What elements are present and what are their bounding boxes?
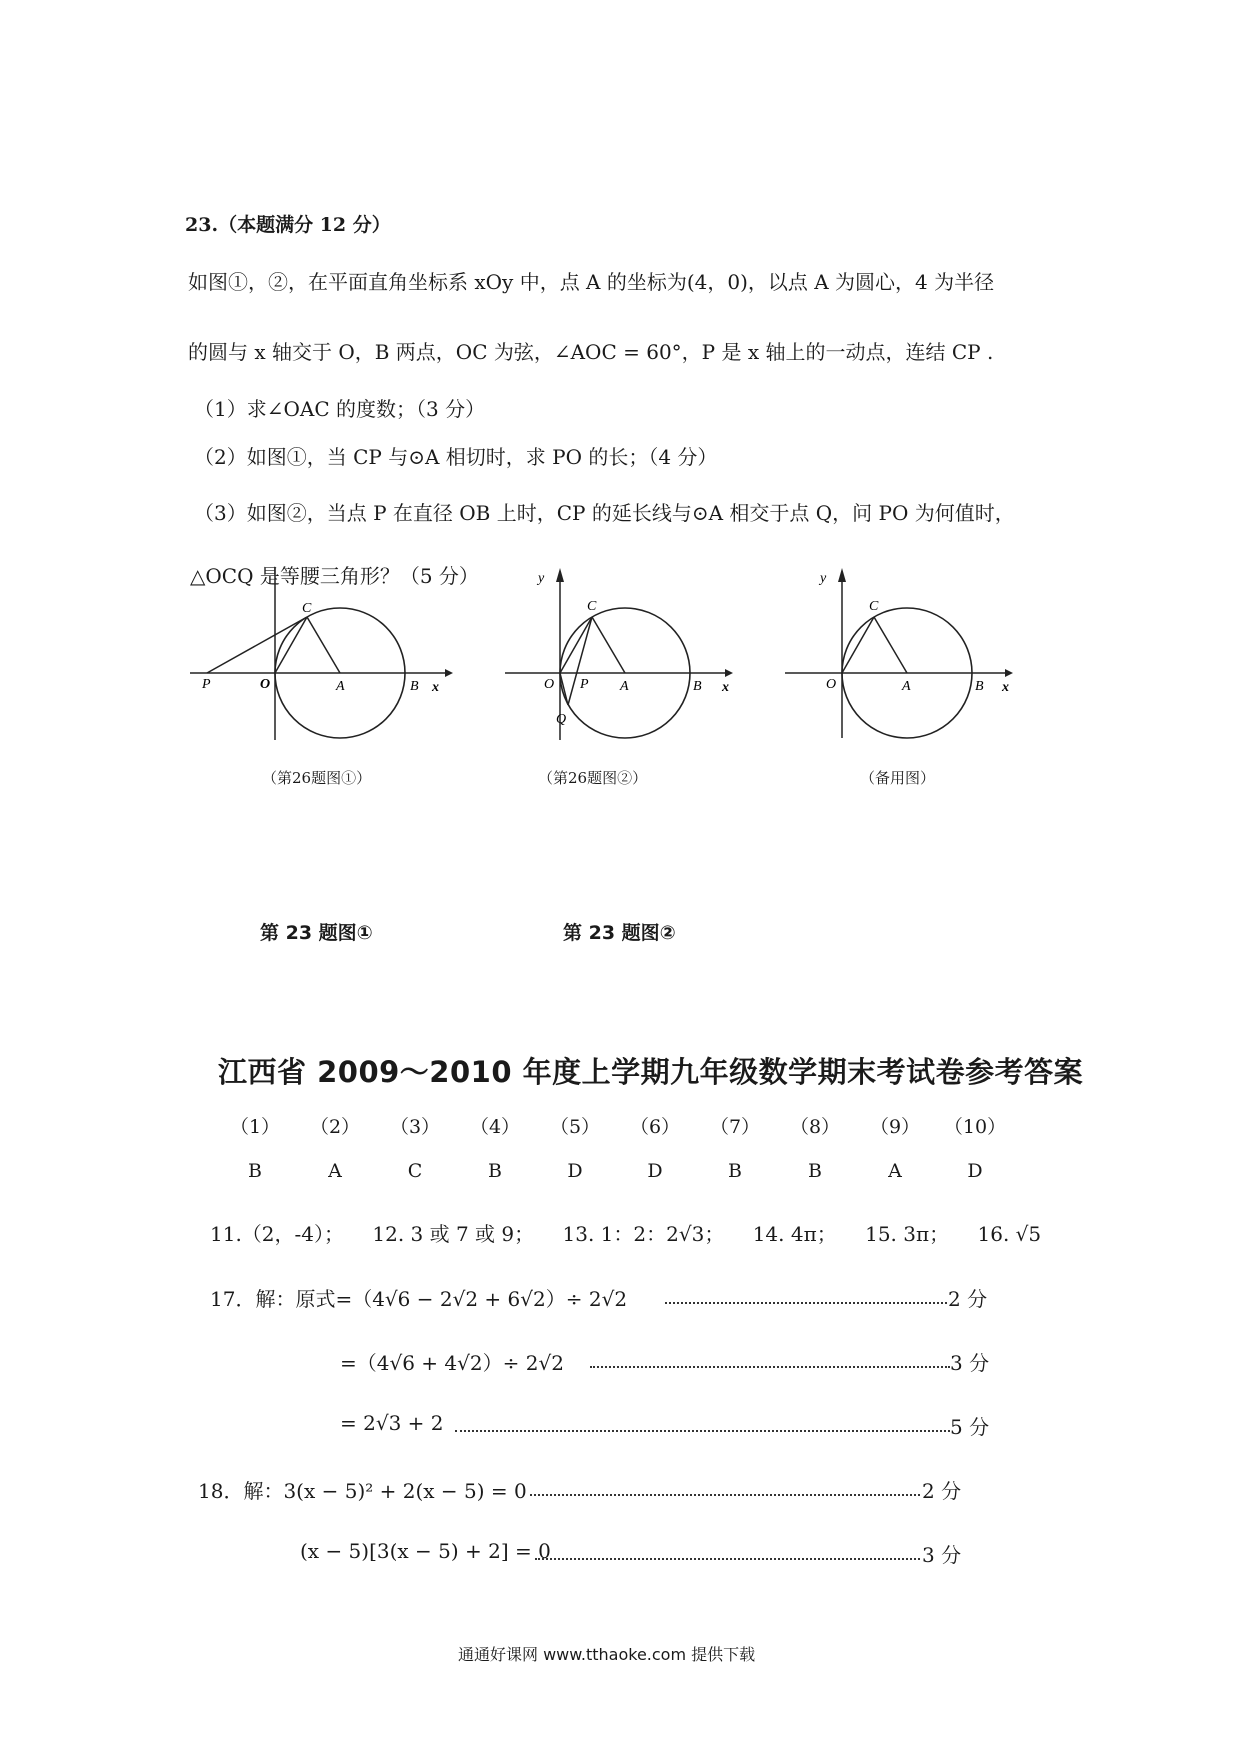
segment-ca: [592, 617, 625, 673]
label-y: y: [538, 571, 545, 586]
label-x: x: [722, 680, 729, 695]
footer: 通通好课网 www.tthaoke.com 提供下载: [458, 1645, 756, 1664]
y-axis-arrow: [838, 568, 846, 582]
label-b: B: [693, 679, 702, 694]
figure-label-2: 第 23 题图②: [563, 922, 676, 944]
question-points: （本题满分 12 分）: [218, 214, 391, 236]
choice-number: （4）: [469, 1116, 521, 1138]
chord-oc: [842, 617, 874, 673]
question-line-2: 的圆与 x 轴交于 O，B 两点，OC 为弦，∠AOC = 60°，P 是 x 轴上的一动点，连结 CP .: [188, 340, 994, 364]
x-axis-arrow: [725, 669, 733, 677]
answer-12: 12. 3 或 7 或 9；: [372, 1222, 535, 1246]
choice-answer: B: [808, 1160, 822, 1182]
figure-1-caption: （第26题图①）: [262, 769, 372, 787]
fill-in-answers: [210, 1218, 1041, 1247]
y-axis-arrow: [556, 568, 564, 582]
answer-title: 江西省 2009～2010 年度上学期九年级数学期末考试卷参考答案: [218, 1055, 1084, 1089]
choice-answer-row: [215, 1160, 1015, 1182]
question-header: [185, 210, 391, 237]
dot-leader: [455, 1416, 950, 1432]
segment-ca: [307, 617, 340, 673]
label-a: A: [336, 679, 345, 694]
figure-2-diagram: [500, 560, 750, 750]
figure-1: [190, 560, 460, 750]
dot-leader: [535, 1544, 920, 1560]
choice-number: （9）: [869, 1116, 921, 1138]
choice-answer: D: [647, 1160, 663, 1182]
q17-score-1: 2 分: [948, 1287, 988, 1311]
q17-score-2: 3 分: [950, 1351, 990, 1375]
x-axis-arrow: [445, 669, 453, 677]
q17-step-1: 17．解：原式=（4√6 − 2√2 + 6√2）÷ 2√2: [210, 1287, 628, 1311]
q18-step-2: (x − 5)[3(x − 5) + 2] = 0: [300, 1539, 551, 1563]
label-c: C: [302, 601, 312, 616]
choice-number: （1）: [229, 1116, 281, 1138]
label-x: x: [432, 680, 439, 695]
figure-1-diagram: [190, 560, 460, 750]
label-y: y: [820, 571, 827, 586]
choice-answer: D: [567, 1160, 583, 1182]
answer-11: 11.（2，-4）；: [210, 1222, 345, 1246]
figure-3-diagram: [780, 560, 1030, 750]
q17-step-3: = 2√3 + 2: [340, 1411, 444, 1435]
label-x: x: [1002, 680, 1009, 695]
choice-answer: B: [488, 1160, 502, 1182]
figure-label-1: 第 23 题图①: [260, 922, 373, 944]
choice-number: （3）: [389, 1116, 441, 1138]
choice-number: （8）: [789, 1116, 841, 1138]
choice-number: （2）: [309, 1116, 361, 1138]
figure-3: [780, 560, 1030, 750]
q17-step-2: =（4√6 + 4√2）÷ 2√2: [340, 1351, 564, 1375]
choice-answer: C: [407, 1160, 423, 1182]
tangent-pc: [207, 617, 307, 673]
choice-answer: B: [248, 1160, 262, 1182]
question-part-4: △OCQ 是等腰三角形？（5 分）: [190, 564, 479, 588]
choice-number: （5）: [549, 1116, 601, 1138]
label-b: B: [410, 679, 419, 694]
dot-leader: [590, 1352, 950, 1368]
label-o: O: [826, 677, 837, 692]
choice-number: （7）: [709, 1116, 761, 1138]
segment-ca: [874, 617, 907, 673]
label-o: O: [260, 677, 271, 692]
figure-2: [500, 560, 750, 750]
q18-step-1: 18．解：3(x − 5)² + 2(x − 5) = 0: [198, 1479, 527, 1503]
question-line-1: 如图①，②，在平面直角坐标系 xOy 中，点 A 的坐标为(4，0)，以点 A 为圆心，4 为半径: [188, 270, 995, 294]
label-b: B: [975, 679, 984, 694]
figure-3-caption: （备用图）: [860, 769, 936, 787]
label-a: A: [902, 679, 911, 694]
q18-score-1: 2 分: [922, 1479, 962, 1503]
question-part-3: （3）如图②，当点 P 在直径 OB 上时，CP 的延长线与⊙A 相交于点 Q，问 PO 为何值时，: [194, 501, 1015, 525]
choice-number: （10）: [943, 1116, 1007, 1138]
answer-14: 14. 4π；: [752, 1222, 837, 1246]
label-o: O: [544, 677, 555, 692]
figure-2-caption: （第26题图②）: [538, 769, 648, 787]
label-c: C: [869, 599, 879, 614]
label-c: C: [587, 599, 597, 614]
choice-answer: B: [728, 1160, 742, 1182]
label-p: P: [580, 677, 589, 692]
q17-score-3: 5 分: [950, 1415, 990, 1439]
answer-13: 13. 1：2：2√3；: [562, 1222, 725, 1246]
choice-number-row: [215, 1112, 1015, 1139]
label-q: Q: [556, 712, 567, 727]
x-axis-arrow: [1005, 669, 1013, 677]
choice-answer: D: [967, 1160, 983, 1182]
question-part-1: （1）求∠OAC 的度数；（3 分）: [194, 397, 486, 421]
label-a: A: [620, 679, 629, 694]
question-number: 23.: [185, 214, 219, 236]
label-p: P: [202, 677, 211, 692]
dot-leader: [665, 1288, 947, 1304]
question-part-2: （2）如图①，当 CP 与⊙A 相切时，求 PO 的长；（4 分）: [194, 445, 718, 469]
dot-leader: [530, 1480, 920, 1496]
choice-answer: A: [888, 1160, 902, 1182]
q18-score-2: 3 分: [922, 1543, 962, 1567]
choice-number: （6）: [629, 1116, 681, 1138]
answer-16: 16. √5: [977, 1222, 1042, 1246]
answer-15: 15. 3π；: [865, 1222, 950, 1246]
chord-oc: [560, 617, 592, 673]
choice-answer: A: [328, 1160, 342, 1182]
